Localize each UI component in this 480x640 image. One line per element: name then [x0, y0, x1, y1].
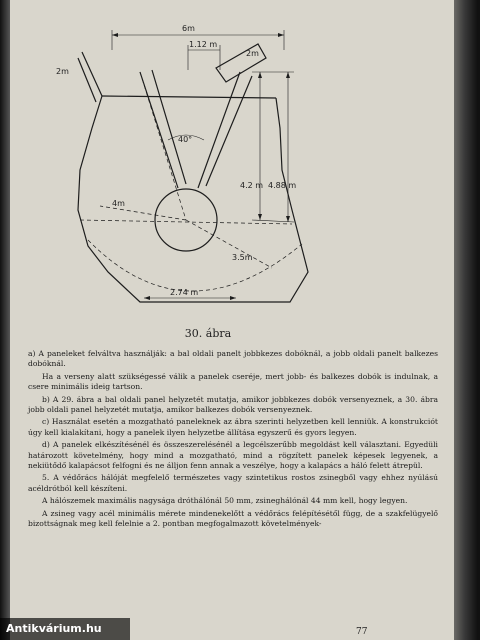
body-text [28, 349, 438, 532]
paragraph: c) Használat esetén a mozgatható paneleknek az ábra szerinti helyzetben kell lenniük. A konstrukciót úgy kell kialakítani, hogy a panelek ilyen helyzetbe állítása egyszerű és gyors legyen. [28, 417, 438, 437]
page-edge-shadow [454, 0, 480, 640]
paragraph: d) A panelek elkészítésénél és összeszerelésénél a legcélszerűbb megoldást kell választani. Egyedüli határozott követelmény, hogy mind a mozgatható, mind a rögzített panelek képesek legyenek, a nekiütődő kalapácsot felfogni és ne álljon fenn annak a veszélye, hogy a kalapács a háló felett átrepül. [28, 440, 438, 471]
label-bottom-width: 2.74 m [170, 288, 199, 297]
paragraph: Ha a verseny alatt szükségessé válik a panelek cseréje, mert jobb- és balkezes dobók is indulnak, a csere minimális ideig tartson. [28, 371, 438, 392]
label-top-gap: 1.12 m [189, 40, 218, 49]
page-number: 77 [356, 627, 368, 637]
v-line-right [198, 72, 240, 188]
watermark-logo: Antikvárium.hu [0, 618, 130, 640]
label-radius-left: 4m [112, 199, 125, 208]
label-angle: 40° [178, 135, 193, 144]
cage-diagram [40, 10, 430, 330]
label-height-a: 4.2 m [240, 181, 264, 190]
label-height-b: 4.88 m [268, 181, 297, 190]
paragraph: b) A 29. ábra a bal oldali panel helyzetét mutatja, amikor jobbkezes dobók versenyeznek, a 30. ábra jobb oldali panel helyzetét mutatja, amikor balkezes dobók versenyeznek. [28, 394, 438, 415]
paragraph: a) A paneleket felváltva használják: a bal oldali panelt jobbkezes dobóknál, a jobb oldali panelt balkezes dobóknál. [28, 349, 438, 369]
paragraph: A zsineg vagy acél minimális mérete mindenekelőtt a védőrács felépítésétől függ, de a szakfelügyelő bizottságnak meg kell felelnie a 2. pontban megfogalmazott követelmények- [28, 508, 438, 529]
v-line-left [140, 72, 178, 188]
label-width-total: 6m [182, 24, 195, 33]
label-right-panel: 2m [246, 49, 259, 58]
paragraph: 5. A védőrács hálóját megfelelő természetes vagy szintetikus rostos zsinegből vagy ehhez nyúlású acéldrótból kell készíteni. [28, 473, 438, 493]
page-gutter-shadow [0, 0, 10, 640]
label-radius-right: 3.5m [232, 253, 253, 262]
label-left-panel: 2m [56, 67, 69, 76]
paragraph: A hálószemek maximális nagysága dróthálónál 50 mm, zsineghálónál 44 mm kell, hogy legyen. [42, 496, 408, 506]
figure-caption: 30. ábra [184, 327, 232, 340]
